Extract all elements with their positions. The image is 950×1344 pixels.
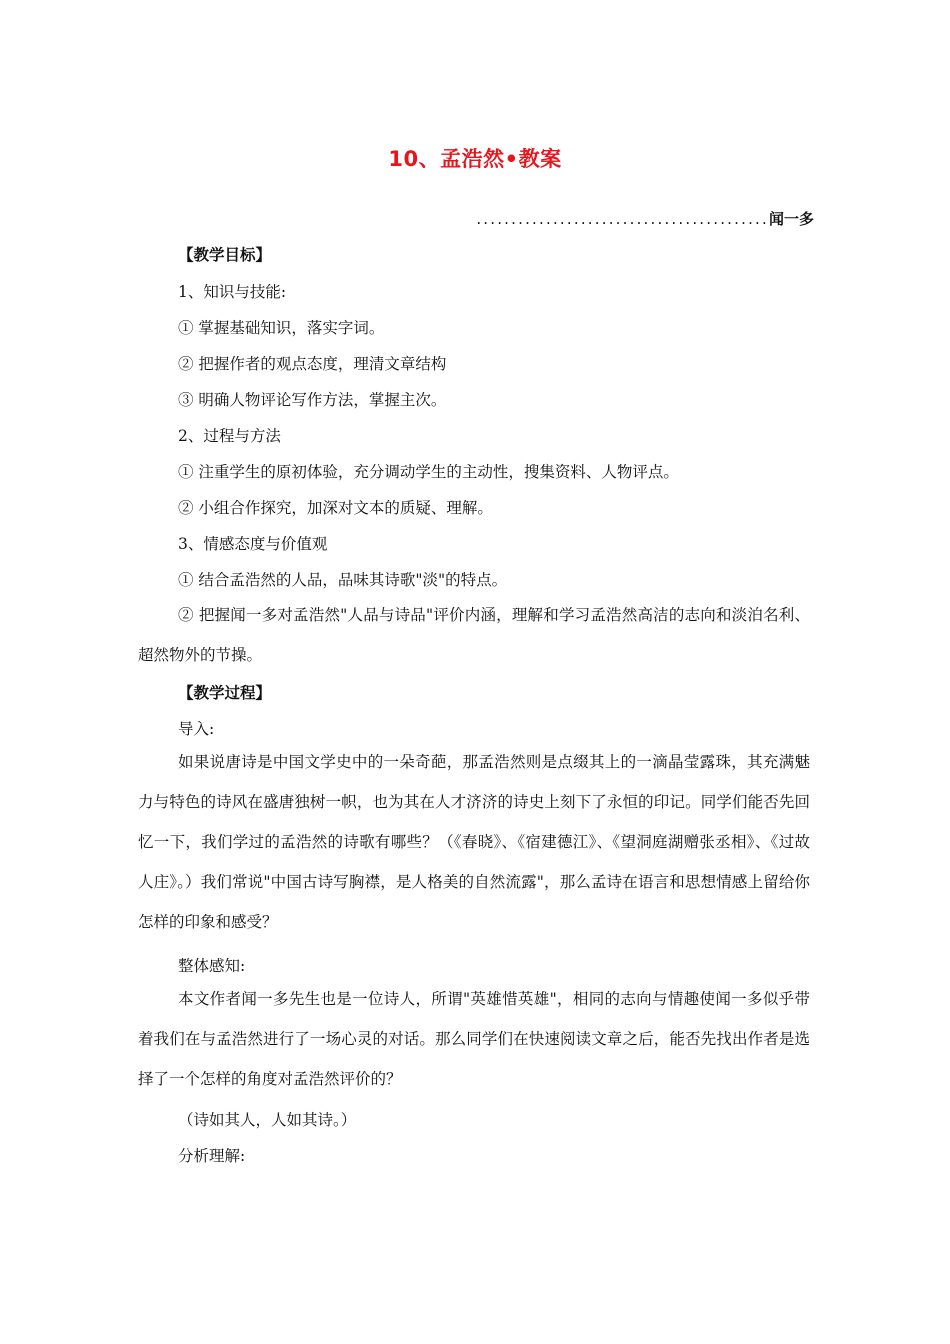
- goal1-item-3: ③ 明确人物评论写作方法，掌握主次。: [178, 391, 447, 409]
- answer-text: （诗如其人，人如其诗。）: [178, 1111, 357, 1129]
- page-title: 10、孟浩然•教案: [388, 147, 562, 171]
- intro-paragraph: 如果说唐诗是中国文学史中的一朵奇葩，那孟浩然则是点缀其上的一滴晶莹露珠，其充满魅力与特色的诗风在盛唐独树一帜，也为其在人才济济的诗史上刻下了永恒的印记。同学们能否先回忆一下，我们学过的孟浩然的诗歌有哪些？（《春晓》、《宿建德江》、《望洞庭湖赠张丞相》、《过故人庄》。）我们常说"中国古诗写胸襟，是人格美的自然流露"，那么孟诗在语言和思想情感上留给你怎样的印象和感受？: [138, 753, 810, 931]
- overall-label: 整体感知:: [178, 957, 246, 975]
- goal3-item-1: ① 结合孟浩然的人品，品味其诗歌"淡"的特点。: [178, 571, 508, 589]
- author-line: [476, 208, 814, 229]
- goal2-item-2: ② 小组合作探究，加深对文本的质疑、理解。: [178, 499, 493, 517]
- goal1-item-2: ② 把握作者的观点态度，理清文章结构: [178, 355, 447, 373]
- process-header: 【教学过程】: [178, 683, 272, 702]
- goal1-heading: 1、知识与技能:: [178, 283, 287, 301]
- goal2-item-1: ① 注重学生的原初体验，充分调动学生的主动性，搜集资料、人物评点。: [178, 463, 679, 481]
- author-name: 闻一多: [768, 210, 814, 228]
- analysis-label: 分析理解:: [178, 1147, 246, 1165]
- author-dots: ..........................................: [476, 210, 769, 228]
- goals-header: 【教学目标】: [178, 245, 272, 264]
- goal1-item-1: ① 掌握基础知识，落实字词。: [178, 319, 385, 337]
- goal3-heading: 3、情感态度与价值观: [178, 535, 328, 553]
- intro-label: 导入:: [178, 720, 215, 738]
- goal2-heading: 2、过程与方法: [178, 427, 281, 445]
- overall-paragraph: 本文作者闻一多先生也是一位诗人，所谓"英雄惜英雄"，相同的志向与情趣使闻一多似乎带着我们在与孟浩然进行了一场心灵的对话。那么同学们在快速阅读文章之后，能否先找出作者是选择了一个怎样的角度对孟浩然评价的？: [138, 990, 810, 1088]
- goal3-item-2: ② 把握闻一多对孟浩然"人品与诗品"评价内涵，理解和学习孟浩然高洁的志向和淡泊名利、超然物外的节操。: [138, 606, 810, 664]
